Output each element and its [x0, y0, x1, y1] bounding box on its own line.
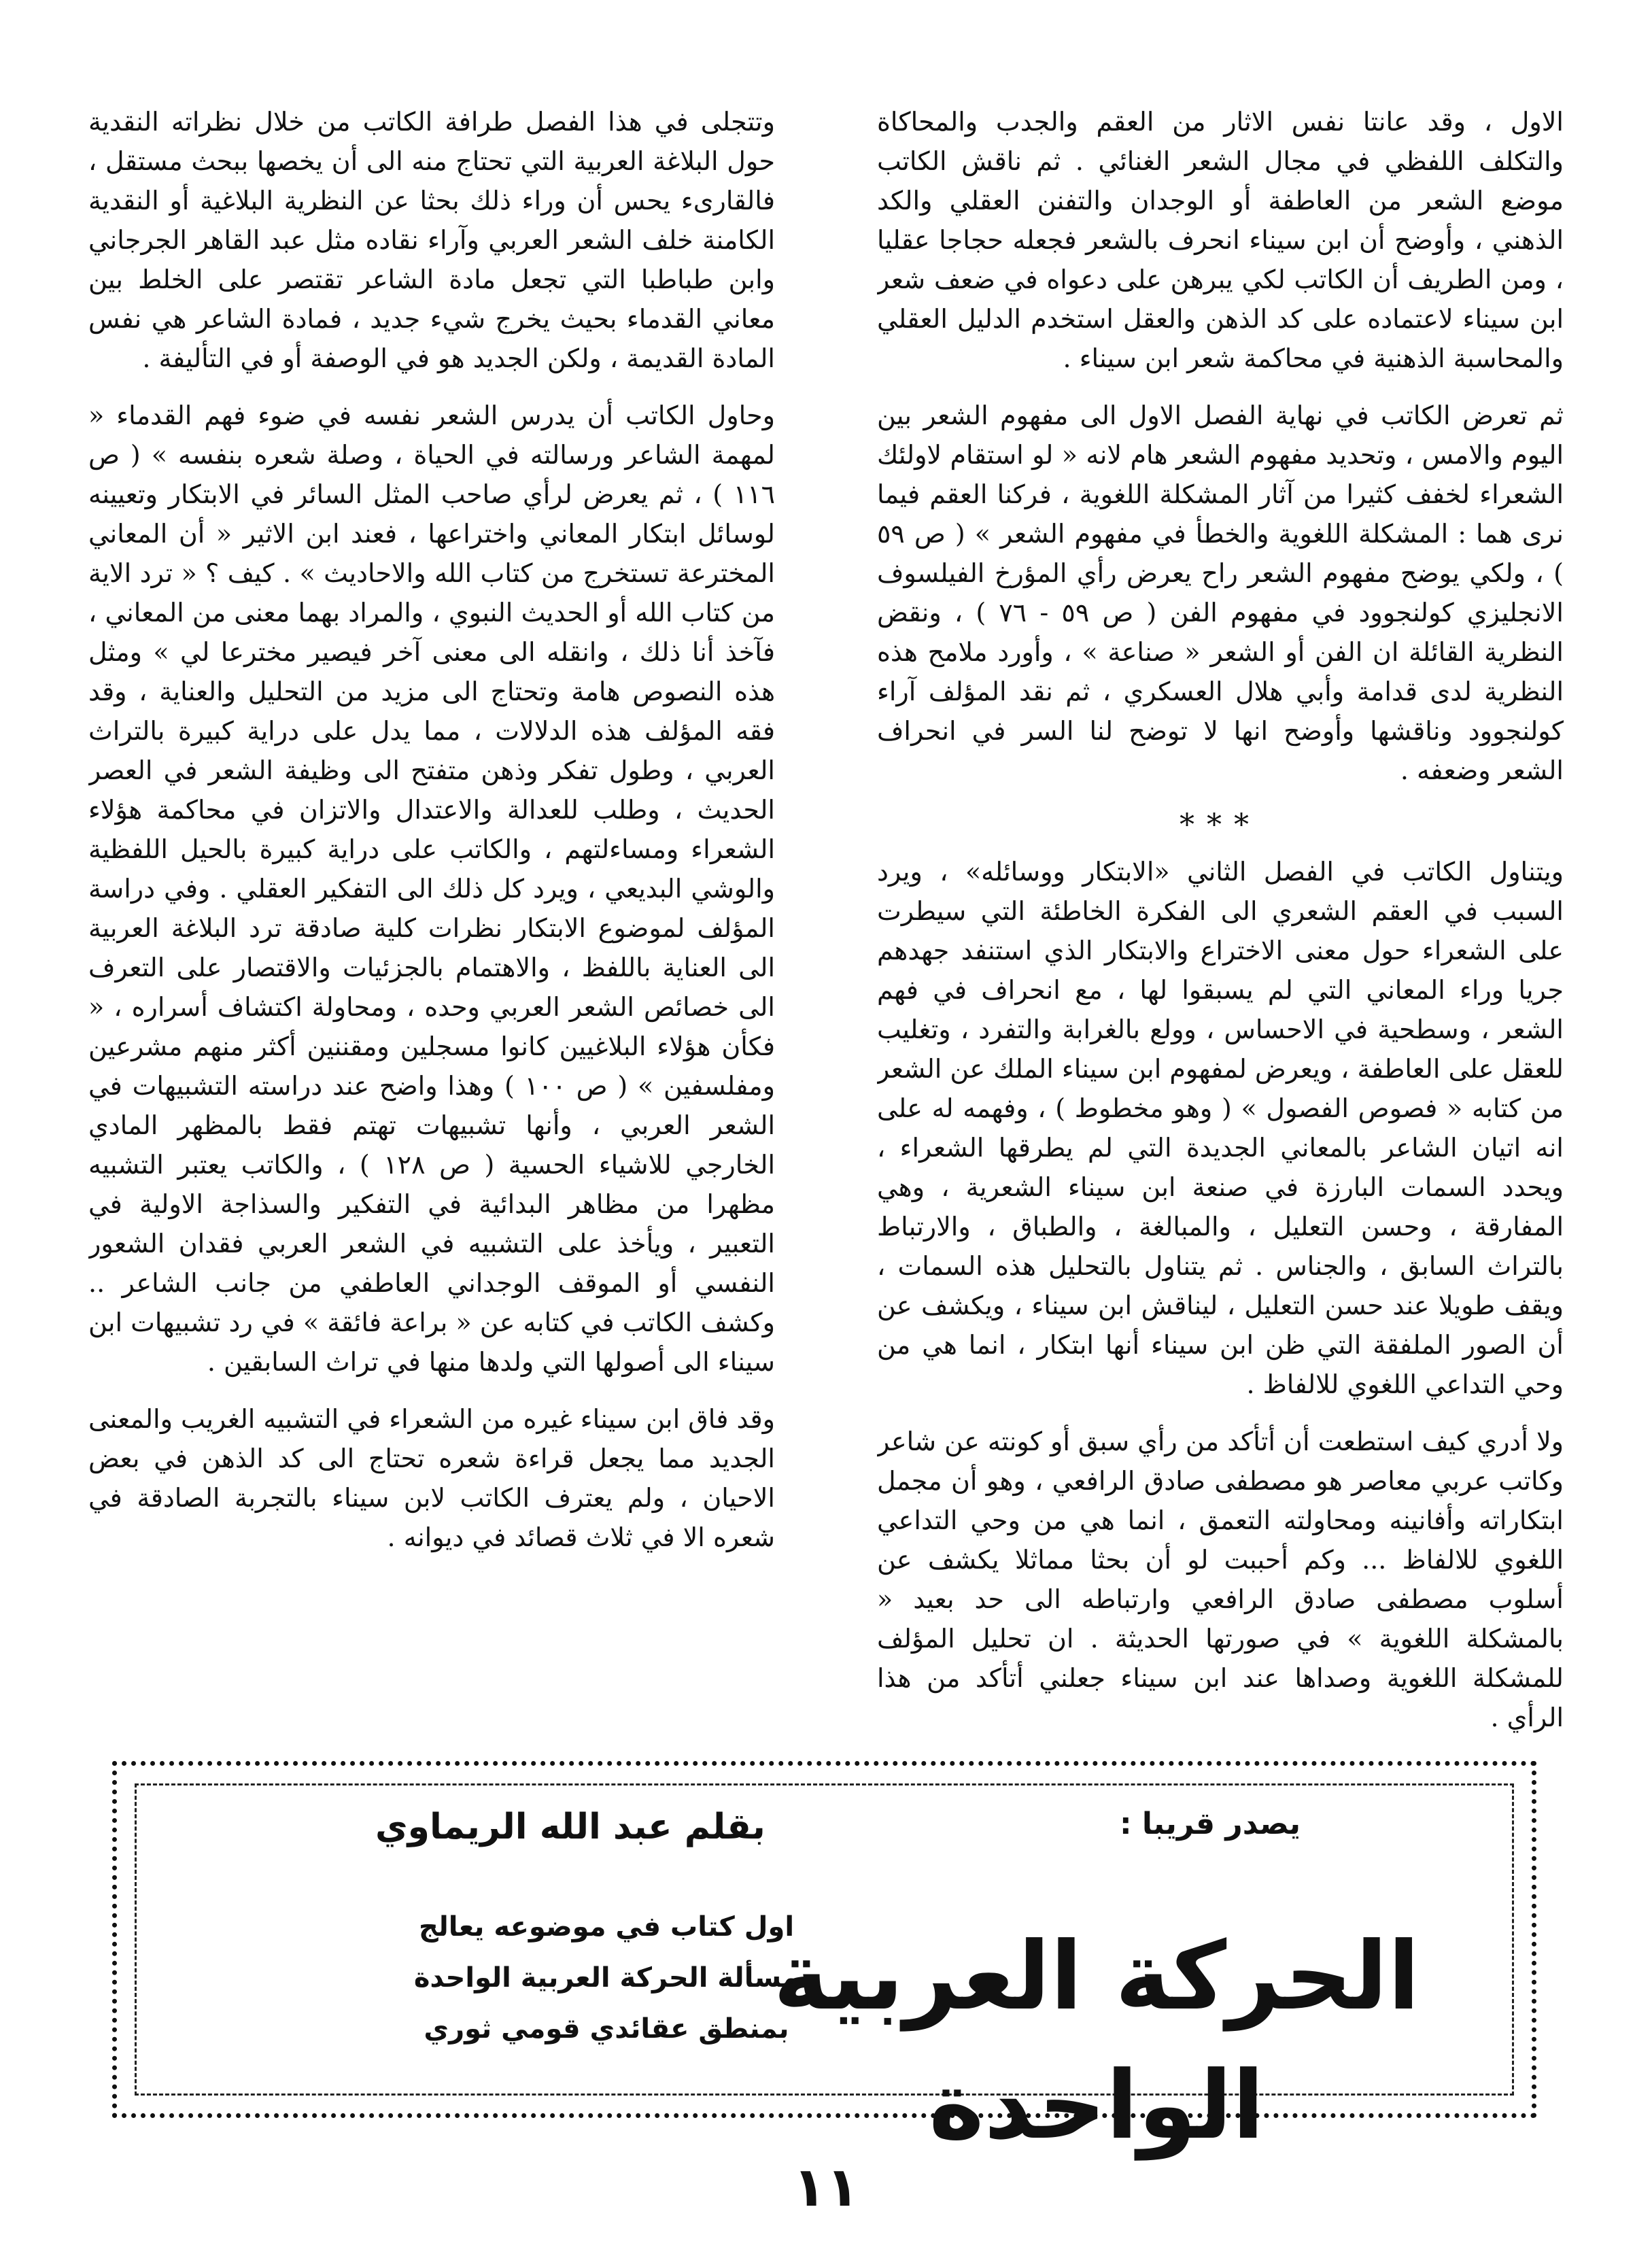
paragraph: وحاول الكاتب أن يدرس الشعر نفسه في ضوء فهم القدماء « لمهمة الشاعر ورسالته في الحياة ، وصلة شعره بنفسه » ( ص ١١٦ ) ، ثم يعرض لرأي صاحب المثل السائر في الابتكار وتعيينه لوسائل ابتكار المعاني واختراعها ، فعند ابن الاثير « أن المعاني المخترعة تستخرج من كتاب الله والاحاديث » . كيف ؟ « ترد الاية من كتاب الله أو الحديث النبوي ، والمراد بهما معنى من المعاني ، فآخذ أنا ذلك ، وانقله الى معنى آخر فيصير مخترعا لي » ومثل هذه النصوص هامة وتحتاج الى مزيد من التحليل والعناية ، وقد فقه المؤلف هذه الدلالات ، مما يدل على دراية كبيرة بالتراث العربي ، وطول تفكر وذهن متفتح الى وظيفة الشعر في العصر الحديث ، وطلب للعدالة والاعتدال والاتزان في محاكمة هؤلاء الشعراء ومساءلتهم ، والكاتب على دراية كبيرة بالحيل اللفظية والوشي البديعي ، ويرد كل ذلك الى التفكير العقلي . وفي دراسة المؤلف لموضوع الابتكار نظرات كلية صادقة ترد البلاغة العربية الى العناية باللفظ ، والاهتمام بالجزئيات والاقتصار على التعرف الى خصائص الشعر العربي وحده ، ومحاولة اكتشاف أسراره ، « فكأن هؤلاء البلاغيين كانوا مسجلين ومقننين أكثر منهم مشرعين ومفلسفين » ( ص ١٠٠ ) وهذا واضح عند دراسته التشبيهات في الشعر العربي ، وأنها تشبيهات تهتم فقط بالمظهر المادي الخارجي للاشياء الحسية ( ص ١٢٨ ) ، والكاتب يعتبر التشبيه مظهرا من مظاهر البدائية في التفكير والسذاجة الاولية في التعبير ، ويأخذ على التشبيه في الشعر العربي فقدان الشعور النفسي أو الموقف الوجداني العاطفي من جانب الشاعر .. وكشف الكاتب في كتابه عن « براعة فائقة » في رد تشبيهات ابن سيناء الى أصولها التي ولدها منها في تراث السابقين .: [88, 400, 775, 1377]
book-advertisement-box: [112, 1761, 1536, 2160]
ad-description-line: اول كتاب في موضوعه يعالج: [418, 1911, 795, 1943]
paragraph: وقد فاق ابن سيناء غيره من الشعراء في التشبيه الغريب والمعنى الجديد مما يجعل قراءة شعره تحتاج الى كد الذهن في بعض الاحيان ، ولم يعترف الكاتب لابن سيناء بالتجربة الصادقة في شعره الا في ثلاث قصائد في ديوانه .: [88, 1404, 775, 1552]
ad-coming-soon-label: يصدر قريبا :: [1119, 1807, 1301, 1841]
left-column: [88, 102, 775, 1734]
ad-description-line: مسألة الحركة العربية الواحدة: [413, 1962, 799, 1994]
paragraph: وتتجلى في هذا الفصل طرافة الكاتب من خلال نظراته النقدية حول البلاغة العربية التي تحتاج منه الى أن يخصها ببحث مستقل ، فالقارىء يحس أن وراء ذلك بحثا عن النظرية البلاغية أو النقدية الكامنة خلف الشعر العربي وآراء نقاده مثل عبد القاهر الجرجاني وابن طباطبا التي تجعل مادة الشاعر تقتصر على الخلط بين معاني القدماء بحيث يخرج شيء جديد ، فمادة الشاعر هي نفس المادة القديمة ، ولكن الجديد هو في الوصفة أو في التأليفة .: [88, 107, 775, 373]
paragraph: ويتناول الكاتب في الفصل الثاني «الابتكار ووسائله» ، ويرد السبب في العقم الشعري الى الفكرة الخاطئة التي سيطرت على الشعراء حول معنى الاختراع والابتكار الذي استنفد جهدهم جريا وراء المعاني التي لم يسبقوا لها ، مع انحراف في فهم الشعر ، وسطحية في الاحساس ، وولع بالغرابة والتفرد ، وتغليب للعقل على العاطفة ، ويعرض لمفهوم ابن سيناء الملك عن الشعر من كتابه « فصوص الفصول » ( وهو مخطوط ) ، وفهمه له على انه اتيان الشاعر بالمعاني الجديدة التي لم يطرقها الشعراء ، ويحدد السمات البارزة في صنعة ابن سيناء الشعرية ، وهي المفارقة ، وحسن التعليل ، والمبالغة ، والطباق ، والارتباط بالتراث السابق ، والجناس . ثم يتناول بالتحليل هذه السمات ، ويقف طويلا عند حسن التعليل ، ليناقش ابن سيناء ، ويكشف عن أن الصور الملفقة التي ظن ابن سيناء أنها ابتكار ، انما هي من وحي التداعي اللغوي للالفاظ .: [877, 857, 1564, 1399]
ad-description-line: بمنطق عقائدي قومي ثوري: [424, 2013, 789, 2045]
ad-book-title: الحركة العربية الواحدة: [773, 1921, 1420, 2160]
paragraph: ولا أدري كيف استطعت أن أتأكد من رأي سبق أو كونته عن شاعر وكاتب عربي معاصر هو مصطفى صادق الرافعي ، وهو أن مجمل ابتكاراته وأفانينه ومحاولته التعمق ، انما هي من وحي التداعي اللغوي للالفاظ ... وكم أحببت لو أن بحثا مماثلا يكشف عن أسلوب مصطفى صادق الرافعي وارتباطه الى حد بعيد « بالمشكلة اللغوية » في صورتها الحديثة . ان تحليل المؤلف للمشكلة اللغوية وصداها عند ابن سيناء جعلني أتأكد من هذا الرأي .: [877, 1426, 1564, 1732]
ad-description: [375, 1902, 838, 2055]
section-divider-stars: ***: [1180, 808, 1261, 842]
right-column: [877, 102, 1564, 1734]
paragraph: الاول ، وقد عانتا نفس الاثار من العقم والجدب والمحاكاة والتكلف اللفظي في مجال الشعر الغنائي . ثم ناقش الكاتب موضع الشعر من العاطفة أو الوجدان والتفنن العقلي والكد الذهني ، وأوضح أن ابن سيناء انحرف بالشعر فجعله حجاجا عقليا ، ومن الطريف أن الكاتب لكي يبرهن على دعواه في ضعف شعر ابن سيناء لاعتماده على كد الذهن والعقل استخدم الدليل العقلي والمحاسبة الذهنية في محاكمة شعر ابن سيناء .: [877, 107, 1564, 373]
article-columns: [88, 102, 1564, 1734]
ad-author: بقلم عبد الله الريماوي: [375, 1807, 765, 1847]
paragraph: ثم تعرض الكاتب في نهاية الفصل الاول الى مفهوم الشعر بين اليوم والامس ، وتحديد مفهوم الشعر هام لانه « لو استقام لاولئك الشعراء لخفف كثيرا من آثار المشكلة اللغوية ، فركنا العقم فيما نرى هما : المشكلة اللغوية والخطأ في مفهوم الشعر » ( ص ٥٩ ) ، ولكي يوضح مفهوم الشعر راح يعرض رأي المؤرخ الفيلسوف الانجليزي كولنجوود في مفهوم الفن ( ص ٥٩ - ٧٦ ) ، ونقض النظرية القائلة ان الفن أو الشعر « صناعة » ، وأورد ملامح هذه النظرية لدى قدامة وأبي هلال العسكري ، ثم نقد المؤلف آراء كولنجوود وناقشها وأوضح انها لا توضح لنا السر في انحراف الشعر وضعفه .: [877, 400, 1564, 785]
page-number: ١١: [793, 2155, 859, 2219]
